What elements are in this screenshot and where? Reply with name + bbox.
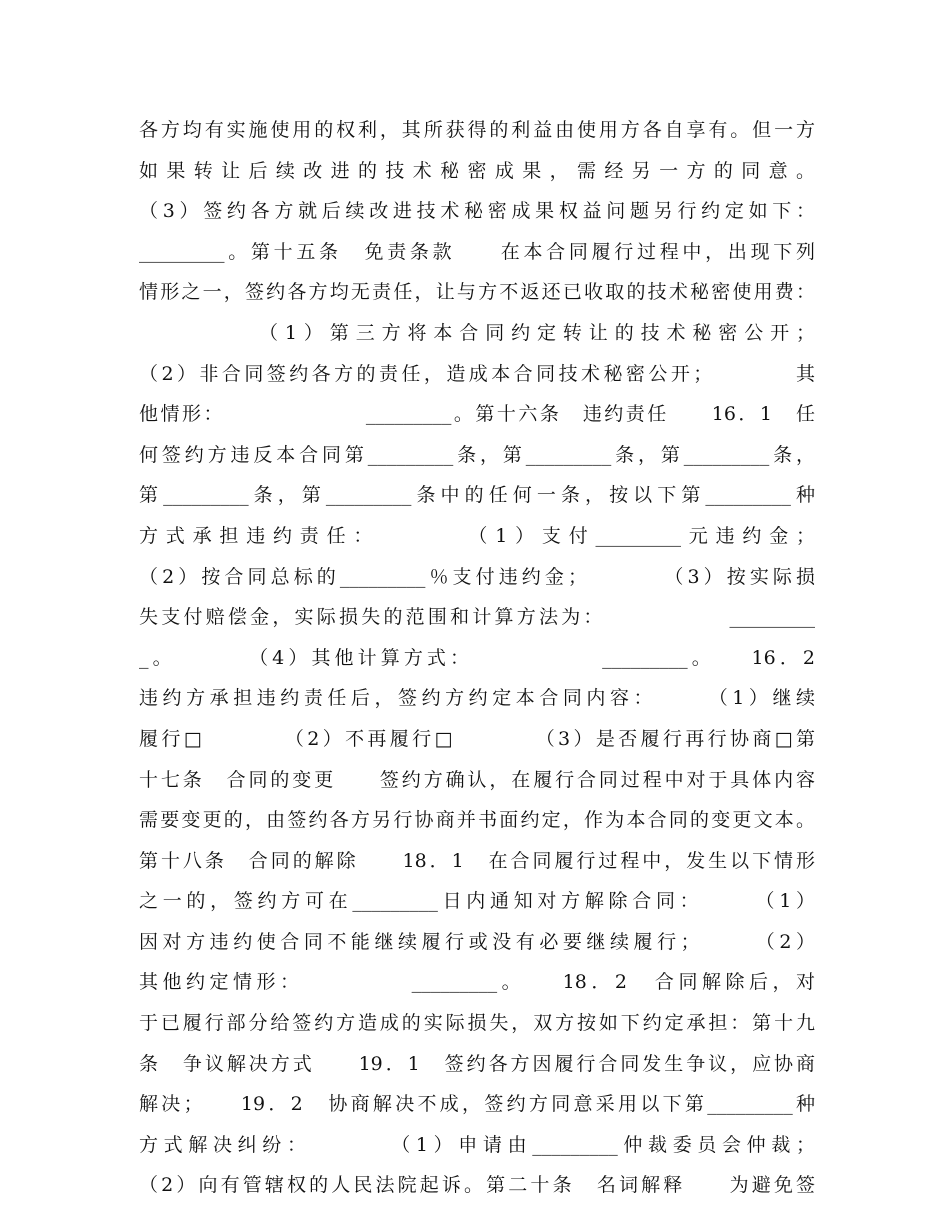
text-line: 各方均有实施使用的权利，其所获得的利益由使用方各自享有。但一方	[139, 119, 815, 141]
text-line: 于已履行部分给签约方造成的实际损失，双方按如下约定承担：第十九	[139, 1012, 815, 1035]
text-line: 情形之一，签约各方均无责任，让与方不返还已收取的技术秘密使用费：	[139, 281, 815, 304]
text-line: 失支付赔偿金，实际损失的范围和计算方法为： _________	[139, 606, 815, 629]
text-line: （1）第三方将本合同约定转让的技术秘密公开；	[139, 321, 815, 344]
text-line: （2）按合同总标的_________％支付违约金； （3）按实际损	[139, 565, 815, 588]
text-line: 解决； 19．2 协商解决不成，签约方同意采用以下第_________种	[139, 1093, 815, 1116]
text-line: 他情形： _________。第十六条 违约责任 16．1 任	[139, 403, 815, 426]
text-line: 之一的，签约方可在_________日内通知对方解除合同： （1）	[139, 890, 815, 913]
text-line: （2）非合同签约各方的责任，造成本合同技术秘密公开； 其	[139, 362, 815, 385]
text-line: 其他约定情形： _________。 18．2 合同解除后，对	[139, 971, 815, 994]
text-line: （2）向有管辖权的人民法院起诉。第二十条 名词解释 为避免签	[139, 1174, 815, 1197]
text-line: 需要变更的，由签约各方另行协商并书面约定，作为本合同的变更文本。	[139, 809, 815, 832]
contract-text-block	[139, 110, 815, 1206]
text-line: 第十八条 合同的解除 18．1 在合同履行过程中，发生以下情形	[139, 849, 815, 872]
text-line: （3）签约各方就后续改进技术秘密成果权益问题另行约定如下：	[139, 200, 815, 223]
text-line: 因对方违约使合同不能继续履行或没有必要继续履行； （2）	[139, 930, 815, 953]
text-line: 方式承担违约责任： （1）支付_________元违约金；	[139, 524, 815, 547]
text-line: 如果转让后续改进的技术秘密成果，需经另一方的同意。	[139, 159, 815, 182]
text-line: 方式解决纠纷： （1）申请由_________仲裁委员会仲裁；	[139, 1133, 815, 1156]
text-line: _________。第十五条 免责条款 在本合同履行过程中，出现下列	[139, 240, 815, 263]
text-line: 第_________条，第_________条中的任何一条，按以下第_________种	[139, 484, 815, 507]
text-line: _。 （4）其他计算方式： _________。 16．2	[139, 646, 815, 669]
text-line: 何签约方违反本合同第_________条，第_________条，第_________条，	[139, 443, 815, 466]
text-line: 违约方承担违约责任后，签约方约定本合同内容： （1）继续	[139, 687, 815, 710]
text-line: 履行□ （2）不再履行□ （3）是否履行再行协商□第	[139, 727, 815, 750]
text-line: 条 争议解决方式 19．1 签约各方因履行合同发生争议，应协商	[139, 1052, 815, 1075]
text-line: 十七条 合同的变更 签约方确认，在履行合同过程中对于具体内容	[139, 768, 815, 791]
